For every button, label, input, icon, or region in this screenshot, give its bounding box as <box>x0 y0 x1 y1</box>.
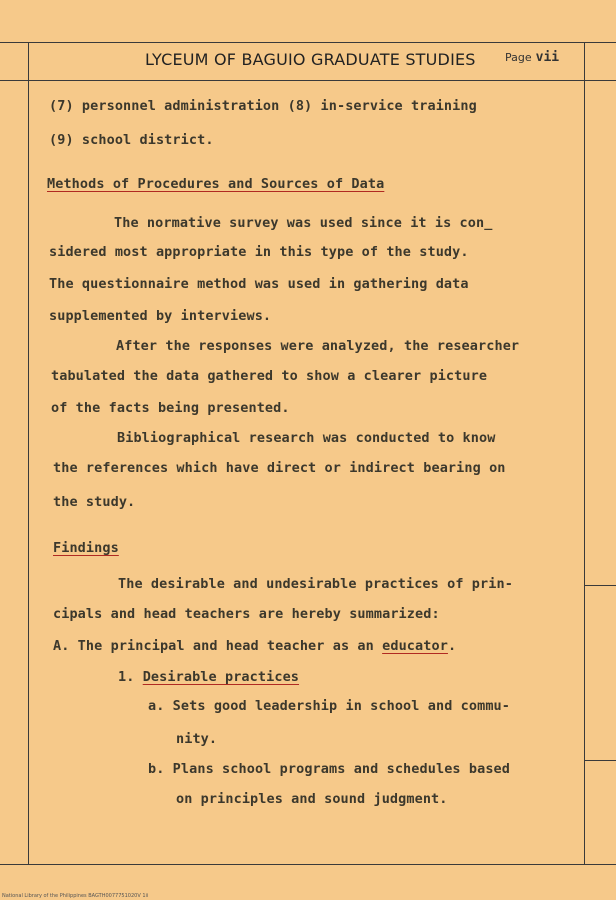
body-line: The normative survey was used since it is con_ <box>114 215 493 231</box>
header-bottom-rule <box>0 80 616 81</box>
section-a-prefix: A. The principal and head teacher as an <box>53 638 374 654</box>
educator-term: educator <box>382 638 448 654</box>
subsection-1-number: 1. <box>118 669 135 685</box>
body-line: (9) school district. <box>49 132 214 148</box>
footer-rule <box>0 864 616 865</box>
body-line: tabulated the data gathered to show a clearer picture <box>51 368 488 384</box>
body-line: the study. <box>53 494 136 510</box>
list-item: a. Sets good leadership in school and commu- <box>148 698 511 714</box>
right-tick-rule-2 <box>584 760 616 761</box>
body-line: the references which have direct or indirect bearing on <box>53 460 506 476</box>
body-line: of the facts being presented. <box>51 400 290 416</box>
body-line: supplemented by interviews. <box>49 308 272 324</box>
desirable-practices-heading: Desirable practices <box>142 669 300 685</box>
body-line: sidered most appropriate in this type of the study. <box>49 244 469 260</box>
body-line: Bibliographical research was conducted to know <box>117 430 496 446</box>
section-a-end: . <box>447 638 457 654</box>
subsection-1 <box>118 669 299 685</box>
left-margin-rule <box>28 42 29 864</box>
body-line: The questionnaire method was used in gathering data <box>49 276 469 292</box>
findings-heading: Findings <box>53 540 119 556</box>
section-a-line <box>53 638 456 654</box>
page-label-text: Page <box>505 51 532 64</box>
list-item: on principles and sound judgment. <box>176 791 448 807</box>
page-number-value: vii <box>535 50 560 65</box>
header-top-rule <box>0 42 616 43</box>
archive-footer: National Library of the Philippines BAGTH0077751020V 1ii <box>2 893 149 899</box>
right-tick-rule-1 <box>584 585 616 586</box>
list-item: b. Plans school programs and schedules based <box>148 761 511 777</box>
list-item: nity. <box>176 731 218 747</box>
body-line: cipals and head teachers are hereby summarized: <box>53 606 440 622</box>
body-line: After the responses were analyzed, the researcher <box>116 338 520 354</box>
methods-heading: Methods of Procedures and Sources of Data <box>47 176 385 192</box>
right-margin-rule <box>584 42 585 864</box>
body-line: The desirable and undesirable practices of prin- <box>118 576 513 592</box>
page-number <box>505 50 559 65</box>
body-line: (7) personnel administration (8) in-service training <box>49 98 477 114</box>
page-title: LYCEUM OF BAGUIO GRADUATE STUDIES <box>145 50 476 69</box>
